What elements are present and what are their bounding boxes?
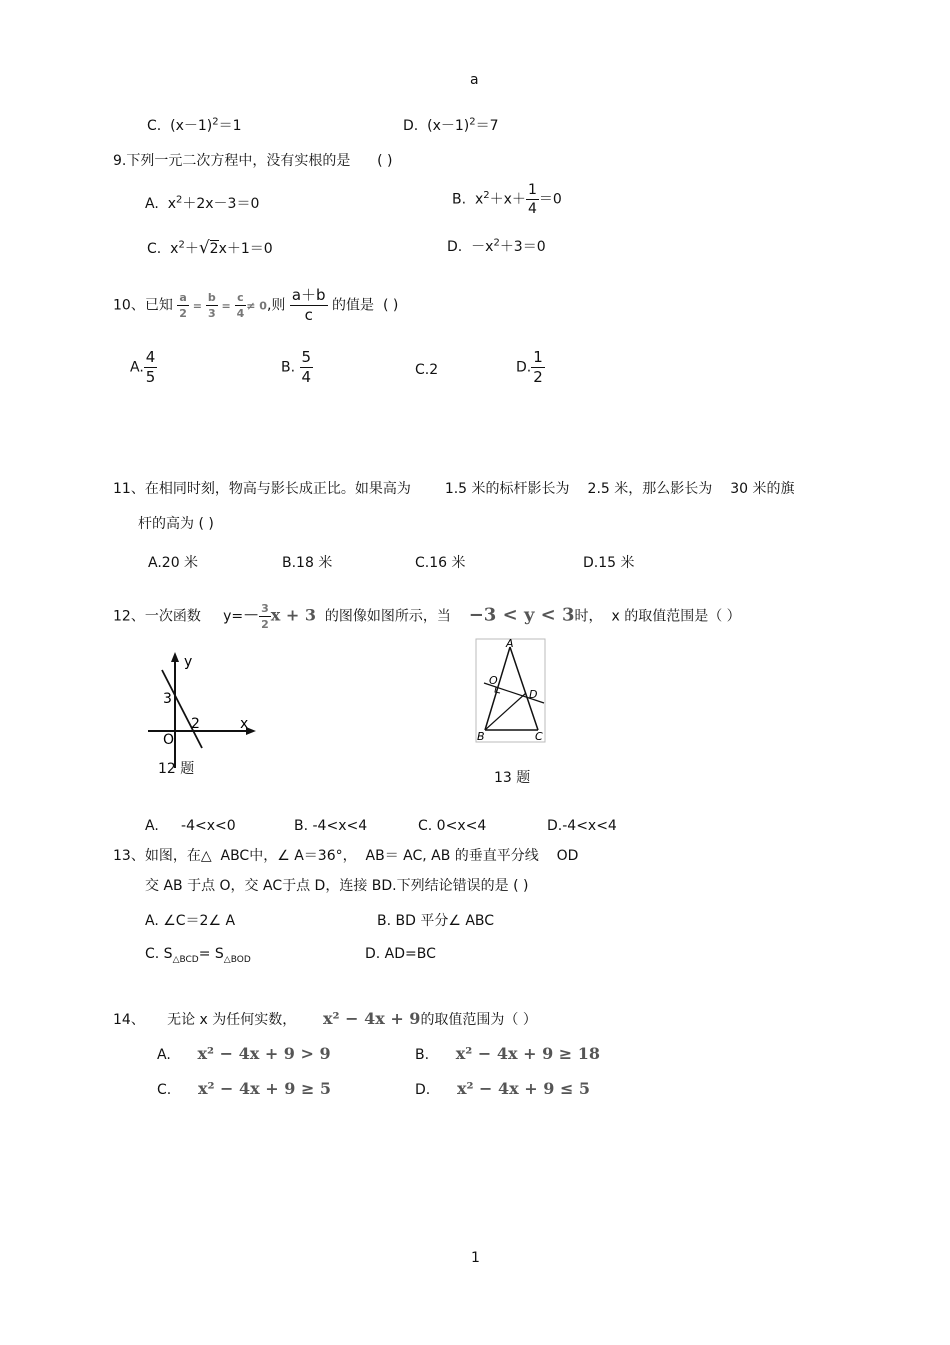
q14-stem: 14、 无论 x 为任何实数， x² − 4x + 9的取值范围为（ ） [113,1009,537,1028]
point-d-label: D [529,688,538,701]
q13-option-b: B. BD 平分∠ ABC [377,913,495,929]
q12-stem: 12、一次函数 y=－ $\frac{3}{2}$ x + 3 的图像如图所示，当 −3 < y < 3时， x 的取值范围是（ ） [113,602,741,631]
q10-option-b: B. $\frac{5}{4}$ [281,348,312,386]
q9-option-c: C. $x^2+√2x+1=0$ [147,238,273,258]
q11-option-d: D.15 米 [583,555,635,571]
page-number: 1 [471,1250,480,1266]
q12-option-c: C. 0<x<4 [418,818,487,834]
q10-option-d: D. $\frac{1}{2}$ [516,348,543,386]
q9-option-d: D. $-x^2+3=0$ [447,237,546,255]
q8-option-d: D. $(x-1)^2=7$ [403,116,499,134]
q13-stem-line1: 13、如图，在△ ABC中，∠ A＝36°， AB＝ AC, AB 的垂直平分线 OD [113,848,579,864]
q14-option-a: A. x² − 4x + 9 > 9 [157,1044,331,1063]
q13-option-d: D. AD=BC [365,946,436,962]
q13-stem-line2: 交 AB 于点 O，交 AC于点 D，连接 BD.下列结论错误的是 ( ) [145,878,529,894]
q14-option-b: B. x² − 4x + 9 ≥ 18 [415,1044,601,1063]
q8-option-c: C. $(x-1)^2=1$ [147,116,242,134]
q12-option-b: B. -4<x<4 [294,818,368,834]
q9-option-a: A. $x^2+2x-3=0$ [145,194,260,212]
q13-option-c: C. $S_{\triangle BCD}= S_{\triangle BOD}$ [145,946,251,965]
figure-13-triangle [474,637,548,745]
y-axis-label: y [184,654,193,670]
q10-option-a: A. $\frac{4}{5}$ [130,348,156,386]
q10-option-c: C.2 [415,362,439,378]
q11-option-c: C.16 米 [415,555,466,571]
figure-12-caption: 12 题 [158,761,195,777]
header-letter: a [470,72,479,88]
origin-label: O [163,732,175,748]
vertex-c-label: C [535,730,543,743]
point-o-label: O [489,674,498,687]
figure-13-caption: 13 题 [494,770,531,786]
q11-stem-line2: 杆的高为 ( ) [138,516,214,532]
vertex-a-label: A [506,637,514,650]
y-intercept-label: 3 [163,691,172,707]
q12-option-a: A. -4<x<0 [145,818,236,834]
x-axis-label: x [240,716,249,732]
q12-option-d: D.-4<x<4 [547,818,617,834]
q11-stem-line1: 11、在相同时刻，物高与影长成正比。如果高为 1.5 米的标杆影长为 2.5 米，那么影长为 30 米的旗 [113,481,795,497]
q10-stem: 10、已知 $\frac{a}{2}$ = $\frac{b}{3}$ = $\frac{c}{4}$ ≠ 0,则 $\frac{a+b}{c}$ 的值是 ( ) [113,286,399,324]
q9-stem: 9.下列一元二次方程中，没有实根的是 ( ) [113,153,393,169]
q14-option-c: C. x² − 4x + 9 ≥ 5 [157,1079,332,1098]
q11-option-a: A.20 米 [148,555,199,571]
q9-option-b: B. $x^2+x+$ $\frac{1}{4}$ ＝0 [452,182,562,217]
side-ab [485,647,510,730]
x-intercept-label: 2 [191,716,200,732]
vertex-b-label: B [477,730,485,743]
q14-option-d: D. x² − 4x + 9 ≤ 5 [415,1079,591,1098]
q11-option-b: B.18 米 [282,555,333,571]
q13-option-a: A. ∠C＝2∠ A [145,913,236,929]
y-axis-arrow-icon [171,652,179,662]
